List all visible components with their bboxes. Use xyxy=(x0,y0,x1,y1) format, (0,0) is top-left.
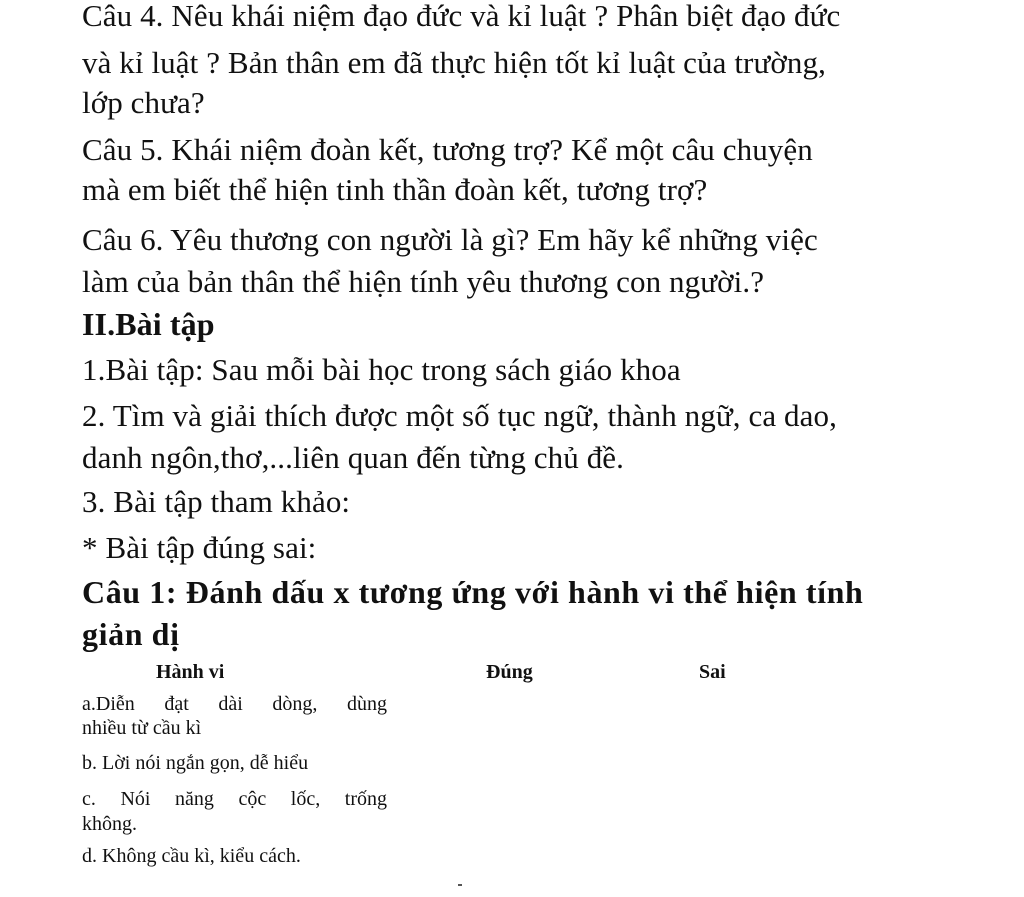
header-behavior: Hành vi xyxy=(156,661,225,683)
stray-mark xyxy=(458,884,462,886)
question-4-line-2: và kỉ luật ? Bản thân em đã thực hiện tốt kỉ luật của trường, xyxy=(82,45,826,80)
true-false-heading: * Bài tập đúng sai: xyxy=(82,530,317,565)
question-5-line-1: Câu 5. Khái niệm đoàn kết, tương trợ? Kể một câu chuyện xyxy=(82,132,813,167)
exercise-question-1-line-1: Câu 1: Đánh dấu x tương ứng với hành vi thể hiện tính xyxy=(82,574,864,610)
row-b-line-1: b. Lời nói ngắn gọn, dễ hiểu xyxy=(82,752,309,774)
exercise-item-2-line-2: danh ngôn,thơ,...liên quan đến từng chủ đề. xyxy=(82,440,625,475)
header-true: Đúng xyxy=(486,661,533,683)
exercise-item-2-line-1: 2. Tìm và giải thích được một số tục ngữ, thành ngữ, ca dao, xyxy=(82,398,837,433)
row-c-line-2: không. xyxy=(82,813,137,835)
row-a-line-1: a.Diễn đạt dài dòng, dùng xyxy=(82,693,387,715)
exercise-item-1: 1.Bài tập: Sau mỗi bài học trong sách giáo khoa xyxy=(82,352,681,387)
row-c-line-1: c. Nói năng cộc lốc, trống xyxy=(82,788,387,810)
question-6-line-1: Câu 6. Yêu thương con người là gì? Em hãy kể những việc xyxy=(82,222,818,257)
row-a-line-2: nhiều từ cầu kì xyxy=(82,717,202,739)
section-heading: II.Bài tập xyxy=(82,306,215,342)
question-5-line-2: mà em biết thể hiện tinh thần đoàn kết, tương trợ? xyxy=(82,172,708,207)
header-false: Sai xyxy=(699,661,726,683)
question-6-line-2: làm của bản thân thể hiện tính yêu thương con người.? xyxy=(82,264,765,299)
question-4-line-3: lớp chưa? xyxy=(82,85,205,120)
exercise-question-1-line-2: giản dị xyxy=(82,616,180,652)
row-d-line-1: d. Không cầu kì, kiểu cách. xyxy=(82,845,301,867)
question-4-line-1: Câu 4. Nêu khái niệm đạo đức và kỉ luật ? Phân biệt đạo đức xyxy=(82,0,841,33)
exercise-item-3: 3. Bài tập tham khảo: xyxy=(82,484,351,519)
